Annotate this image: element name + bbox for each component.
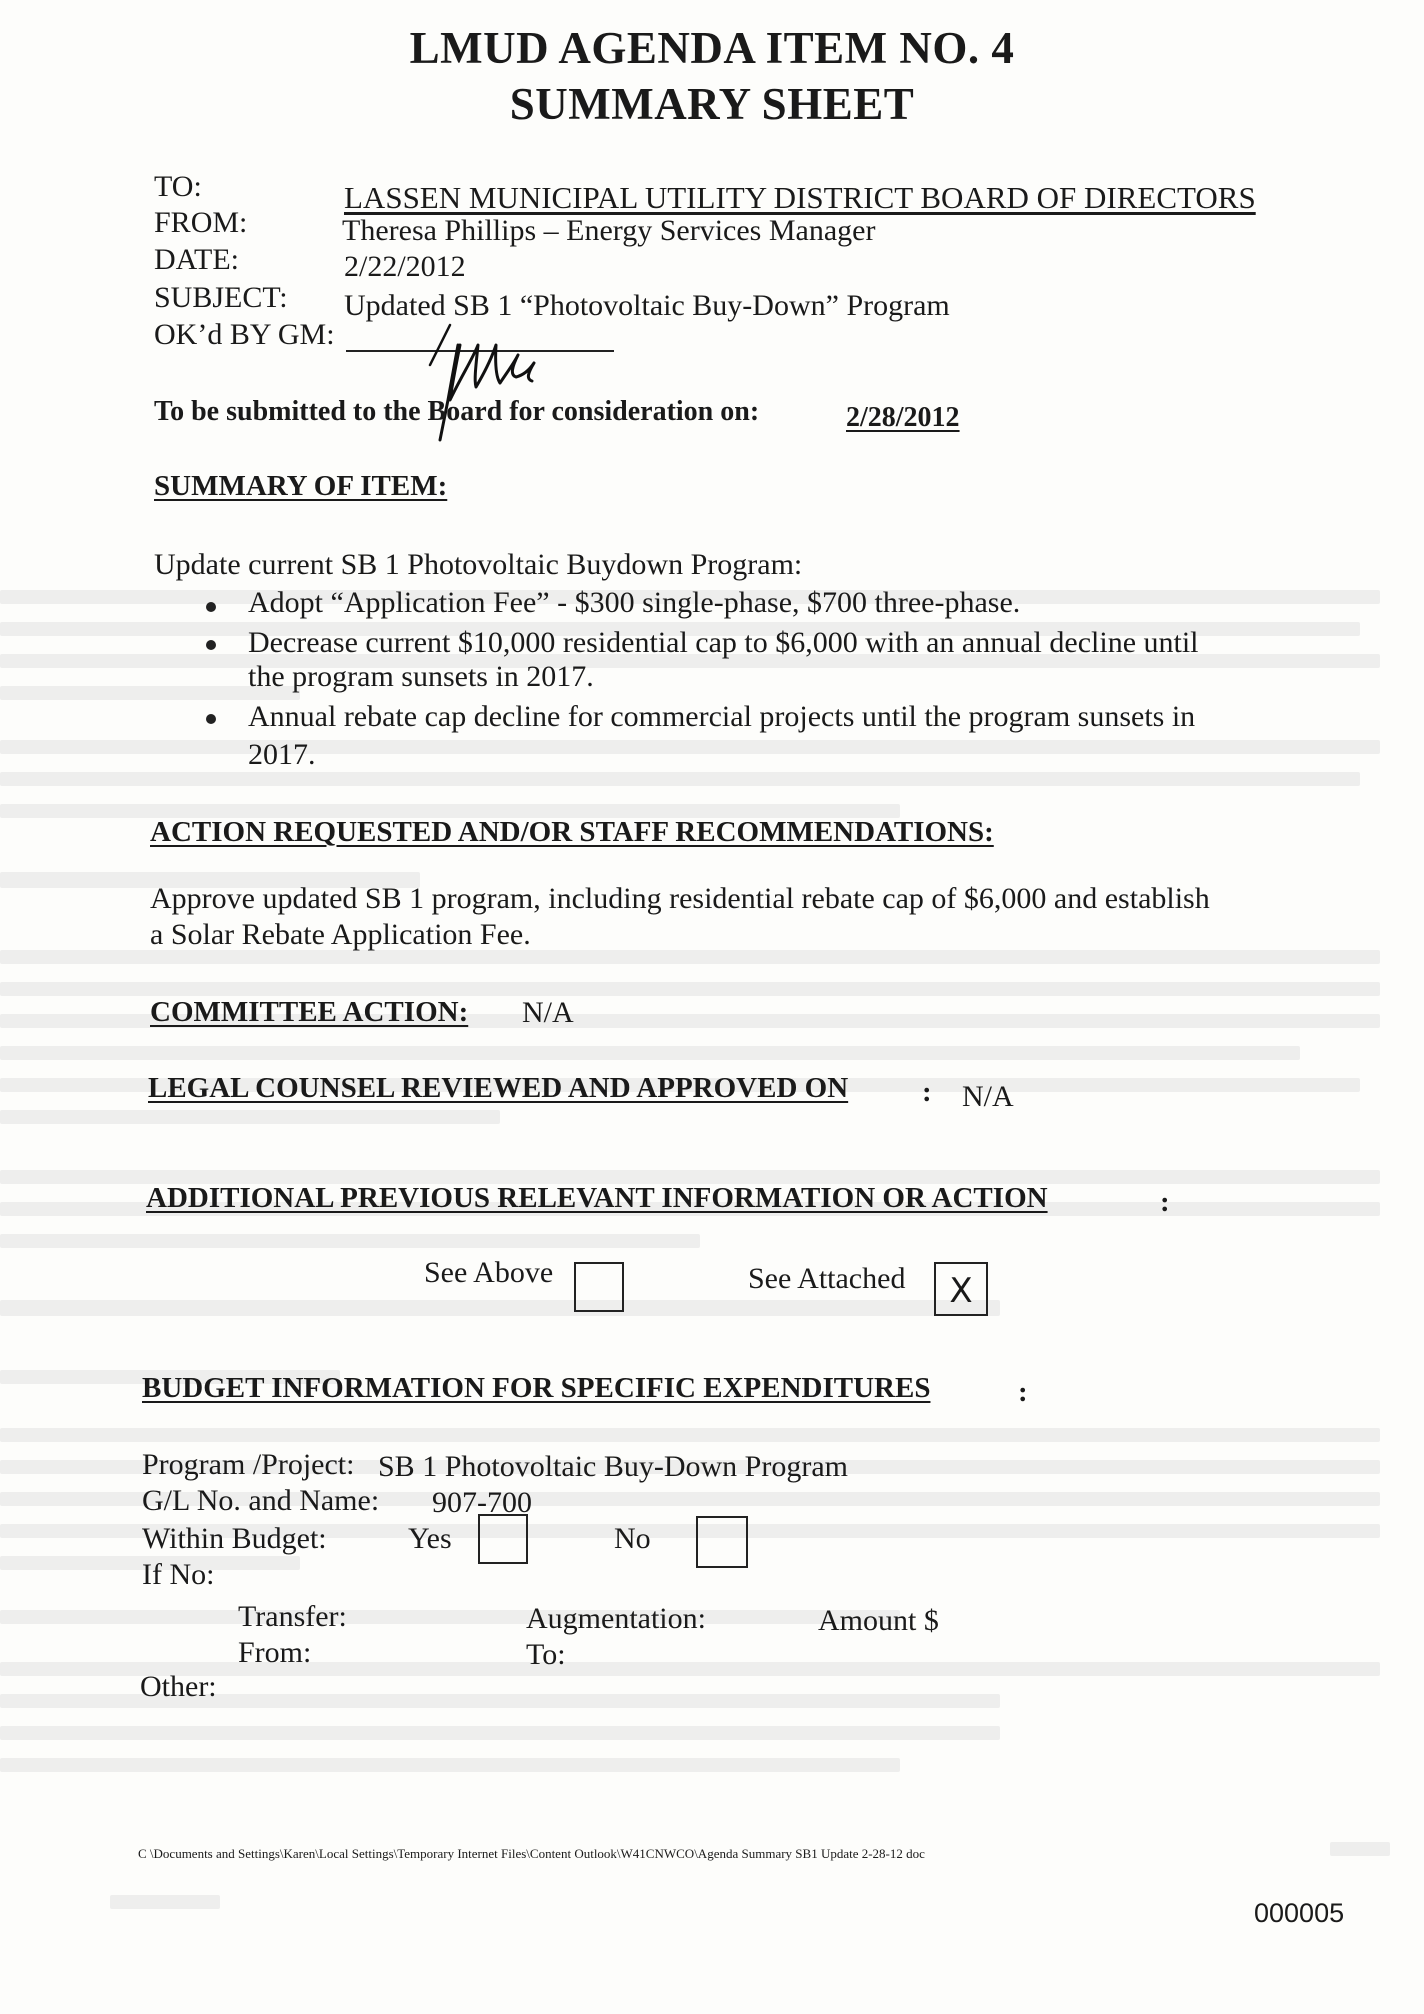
bullet-marker: [206, 714, 216, 724]
from-value: Theresa Phillips – Energy Services Manager: [342, 214, 876, 247]
gl-value: 907-700: [432, 1486, 532, 1519]
program-value: SB 1 Photovoltaic Buy-Down Program: [378, 1450, 848, 1483]
additional-heading: ADDITIONAL PREVIOUS RELEVANT INFORMATION OR ACTION: [146, 1182, 1048, 1214]
action-heading: ACTION REQUESTED AND/OR STAFF RECOMMENDATIONS:: [150, 816, 994, 848]
additional-colon: :: [1160, 1186, 1170, 1218]
subject-label: SUBJECT:: [154, 281, 288, 314]
yes-checkbox[interactable]: [478, 1514, 528, 1564]
list-item: Decrease current $10,000 residential cap to $6,000 with an annual decline until: [248, 626, 1199, 659]
date-value: 2/22/2012: [344, 250, 466, 283]
legal-value: N/A: [962, 1080, 1014, 1113]
summary-intro: Update current SB 1 Photovoltaic Buydown Program:: [154, 548, 803, 581]
other-label: Other:: [140, 1670, 217, 1703]
see-above-label: See Above: [424, 1256, 554, 1289]
subject-value: Updated SB 1 “Photovoltaic Buy-Down” Program: [344, 289, 950, 322]
from-label: FROM:: [154, 206, 248, 239]
okd-by-gm-label: OK’d BY GM:: [154, 318, 335, 351]
page-number: 000005: [1254, 1898, 1345, 1928]
committee-value: N/A: [522, 996, 574, 1029]
budget-heading: BUDGET INFORMATION FOR SPECIFIC EXPENDITURES: [142, 1372, 931, 1404]
list-item-continuation: 2017.: [248, 738, 316, 771]
bullet-marker: [206, 640, 216, 650]
yes-label: Yes: [408, 1522, 452, 1555]
to-label: TO:: [154, 170, 202, 203]
legal-colon: :: [922, 1076, 932, 1108]
see-attached-label: See Attached: [748, 1262, 906, 1295]
file-path-footer: C \Documents and Settings\Karen\Local Settings\Temporary Internet Files\Content Outlook\W41CNWCO\Agenda Summary SB1 Update 2-28-12 doc: [138, 1846, 925, 1861]
program-label: Program /Project:: [142, 1448, 355, 1481]
document-title-line1: LMUD AGENDA ITEM NO. 4: [409, 23, 1015, 73]
submitted-label: To be submitted to the Board for consideration on:: [154, 396, 760, 427]
date-label: DATE:: [154, 243, 239, 276]
list-item: Annual rebate cap decline for commercial projects until the program sunsets in: [248, 700, 1196, 733]
budget-colon: :: [1018, 1376, 1028, 1408]
augmentation-to-label: To:: [526, 1638, 566, 1671]
action-text-line2: a Solar Rebate Application Fee.: [150, 918, 531, 951]
bullet-marker: [206, 602, 216, 612]
submitted-date: 2/28/2012: [846, 402, 960, 433]
summary-heading: SUMMARY OF ITEM:: [154, 470, 448, 502]
amount-label: Amount $: [818, 1604, 939, 1637]
committee-heading: COMMITTEE ACTION:: [150, 996, 469, 1028]
action-text-line1: Approve updated SB 1 program, including residential rebate cap of $6,000 and establish: [150, 882, 1210, 915]
to-value: LASSEN MUNICIPAL UTILITY DISTRICT BOARD OF DIRECTORS: [344, 180, 1256, 215]
transfer-label: Transfer:: [238, 1600, 347, 1633]
see-above-checkbox[interactable]: [574, 1262, 624, 1312]
gl-label: G/L No. and Name:: [142, 1484, 380, 1517]
no-checkbox[interactable]: [696, 1516, 748, 1568]
legal-heading: LEGAL COUNSEL REVIEWED AND APPROVED ON: [148, 1072, 849, 1104]
list-item-continuation: the program sunsets in 2017.: [248, 660, 594, 693]
list-item: Adopt “Application Fee” - $300 single-phase, $700 three-phase.: [248, 586, 1021, 619]
augmentation-label: Augmentation:: [526, 1602, 706, 1635]
no-label: No: [614, 1522, 651, 1555]
see-attached-checkbox[interactable]: X: [934, 1262, 988, 1316]
within-budget-label: Within Budget:: [142, 1522, 327, 1555]
if-no-label: If No:: [142, 1558, 215, 1591]
document-title-line2: SUMMARY SHEET: [509, 79, 915, 129]
transfer-from-label: From:: [238, 1636, 312, 1669]
